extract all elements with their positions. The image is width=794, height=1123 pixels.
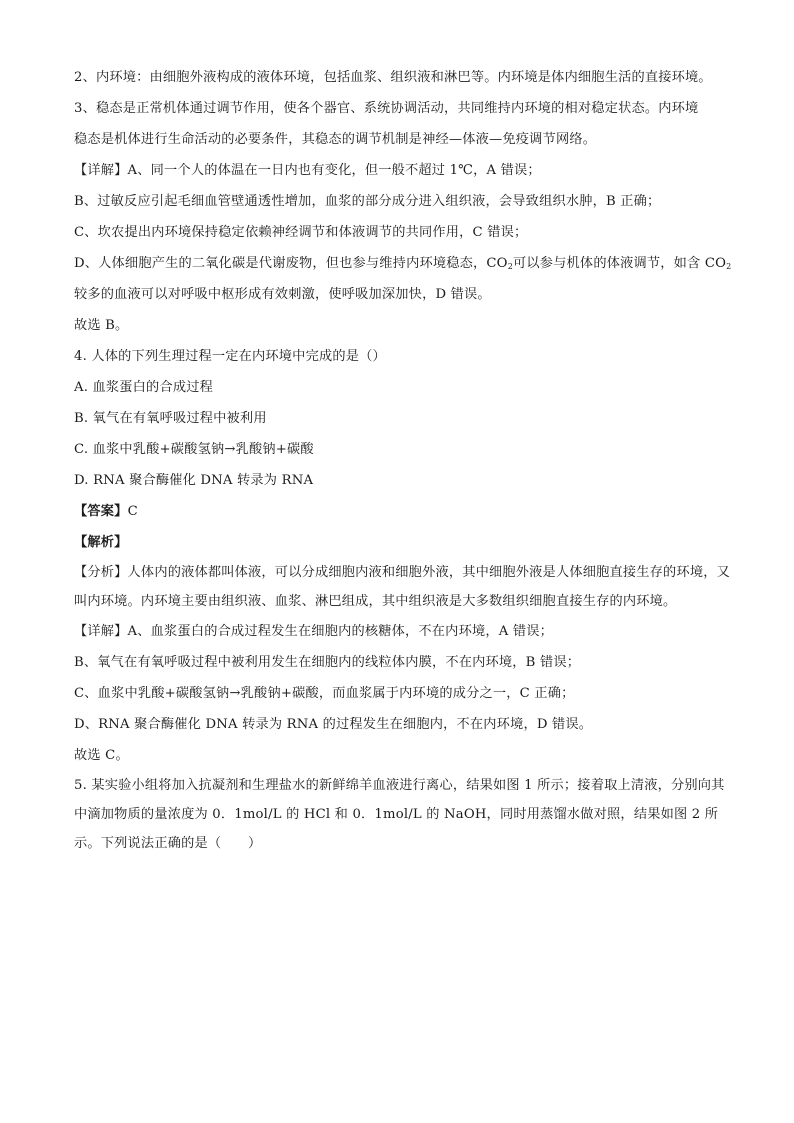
detail-line-b: B、过敏反应引起毛细血管壁通透性增加，血浆的部分成分进入组织液，会导致组织水肿，B 正确； — [74, 194, 661, 209]
detail-line-d-part1: D、人体细胞产生的二氧化碳是代谢废物，但也参与维持内环境稳态，CO — [74, 256, 508, 271]
question-4: 4. 人体的下列生理过程一定在内环境中完成的是（） — [74, 349, 386, 364]
q4-detail-a: 【详解】A、血浆蛋白的合成过程发生在细胞内的核糖体，不在内环境，A 错误； — [74, 624, 554, 639]
analysis-label: 【解析】 — [74, 535, 128, 550]
text-line-homeostasis-2: 稳态是机体进行生命活动的必要条件，其稳态的调节机制是神经—体液—免疫调节网络。 — [74, 132, 597, 147]
text-line-homeostasis-1: 3、稳态是正常机体通过调节作用，使各个器官、系统协调活动，共同维持内环境的相对稳定状态。内环境 — [74, 101, 699, 116]
answer-line — [74, 496, 734, 527]
q4-detail-d: D、RNA 聚合酶催化 DNA 转录为 RNA 的过程发生在细胞内，不在内环境，D 错误。 — [74, 717, 593, 732]
q4-detail-b: B、氧气在有氧呼吸过程中被利用发生在细胞内的线粒体内膜，不在内环境，B 错误； — [74, 655, 581, 670]
question-4-option-d: D. RNA 聚合酶催化 DNA 转录为 RNA — [74, 473, 314, 488]
detail-line-d — [74, 248, 734, 279]
detail-line-d-part2: 可以参与机体的体液调节，如含 CO — [513, 256, 727, 271]
text-line-inner-environment: 2、内环境：由细胞外液构成的液体环境，包括血浆、组织液和淋巴等。内环境是体内细胞生活的直接环境。 — [74, 70, 712, 85]
detail-line-a: 【详解】A、同一个人的体温在一日内也有变化，但一般不超过 1℃，A 错误； — [74, 163, 541, 178]
choice-line-b: 故选 B。 — [74, 318, 129, 333]
q4-detail-c: C、血浆中乳酸+碳酸氢钠→乳酸钠+碳酸，而血浆属于内环境的成分之一，C 正确； — [74, 686, 575, 701]
subscript-2: 2 — [726, 262, 732, 271]
answer-label: 【答案】 — [74, 504, 128, 519]
question-4-option-c: C. 血浆中乳酸+碳酸氢钠→乳酸钠+碳酸 — [74, 442, 314, 457]
analysis-paragraph: 【分析】人体内的液体都叫体液，可以分成细胞内液和细胞外液，其中细胞外液是人体细胞直接生存的环境，又叫内环境。内环境主要由组织液、血浆、淋巴组成，其中组织液是大多数组织细胞直接生存的内环境。 — [74, 565, 730, 609]
question-4-option-a: A. 血浆蛋白的合成过程 — [74, 380, 213, 395]
question-4-option-b: B. 氧气在有氧呼吸过程中被利用 — [74, 411, 267, 426]
subscript-2: 2 — [507, 262, 513, 271]
answer-value: C — [127, 504, 138, 519]
q4-choice: 故选 C。 — [74, 748, 129, 763]
question-5: 5. 某实验小组将加入抗凝剂和生理盐水的新鲜绵羊血液进行离心，结果如图 1 所示；接着取上清液，分别向其中滴加物质的量浓度为 0．1mol/L 的 HCl 和 0．1mol/L 的 NaOH，同时用蒸馏水做对照，结果如图 2 所示。下列说法正确的是（ ） — [74, 778, 725, 851]
document-page — [74, 62, 734, 858]
detail-line-c: C、坎农提出内环境保持稳定依赖神经调节和体液调节的共同作用，C 错误； — [74, 225, 528, 240]
detail-line-d-cont: 较多的血液可以对呼吸中枢形成有效刺激，使呼吸加深加快，D 错误。 — [74, 287, 491, 302]
